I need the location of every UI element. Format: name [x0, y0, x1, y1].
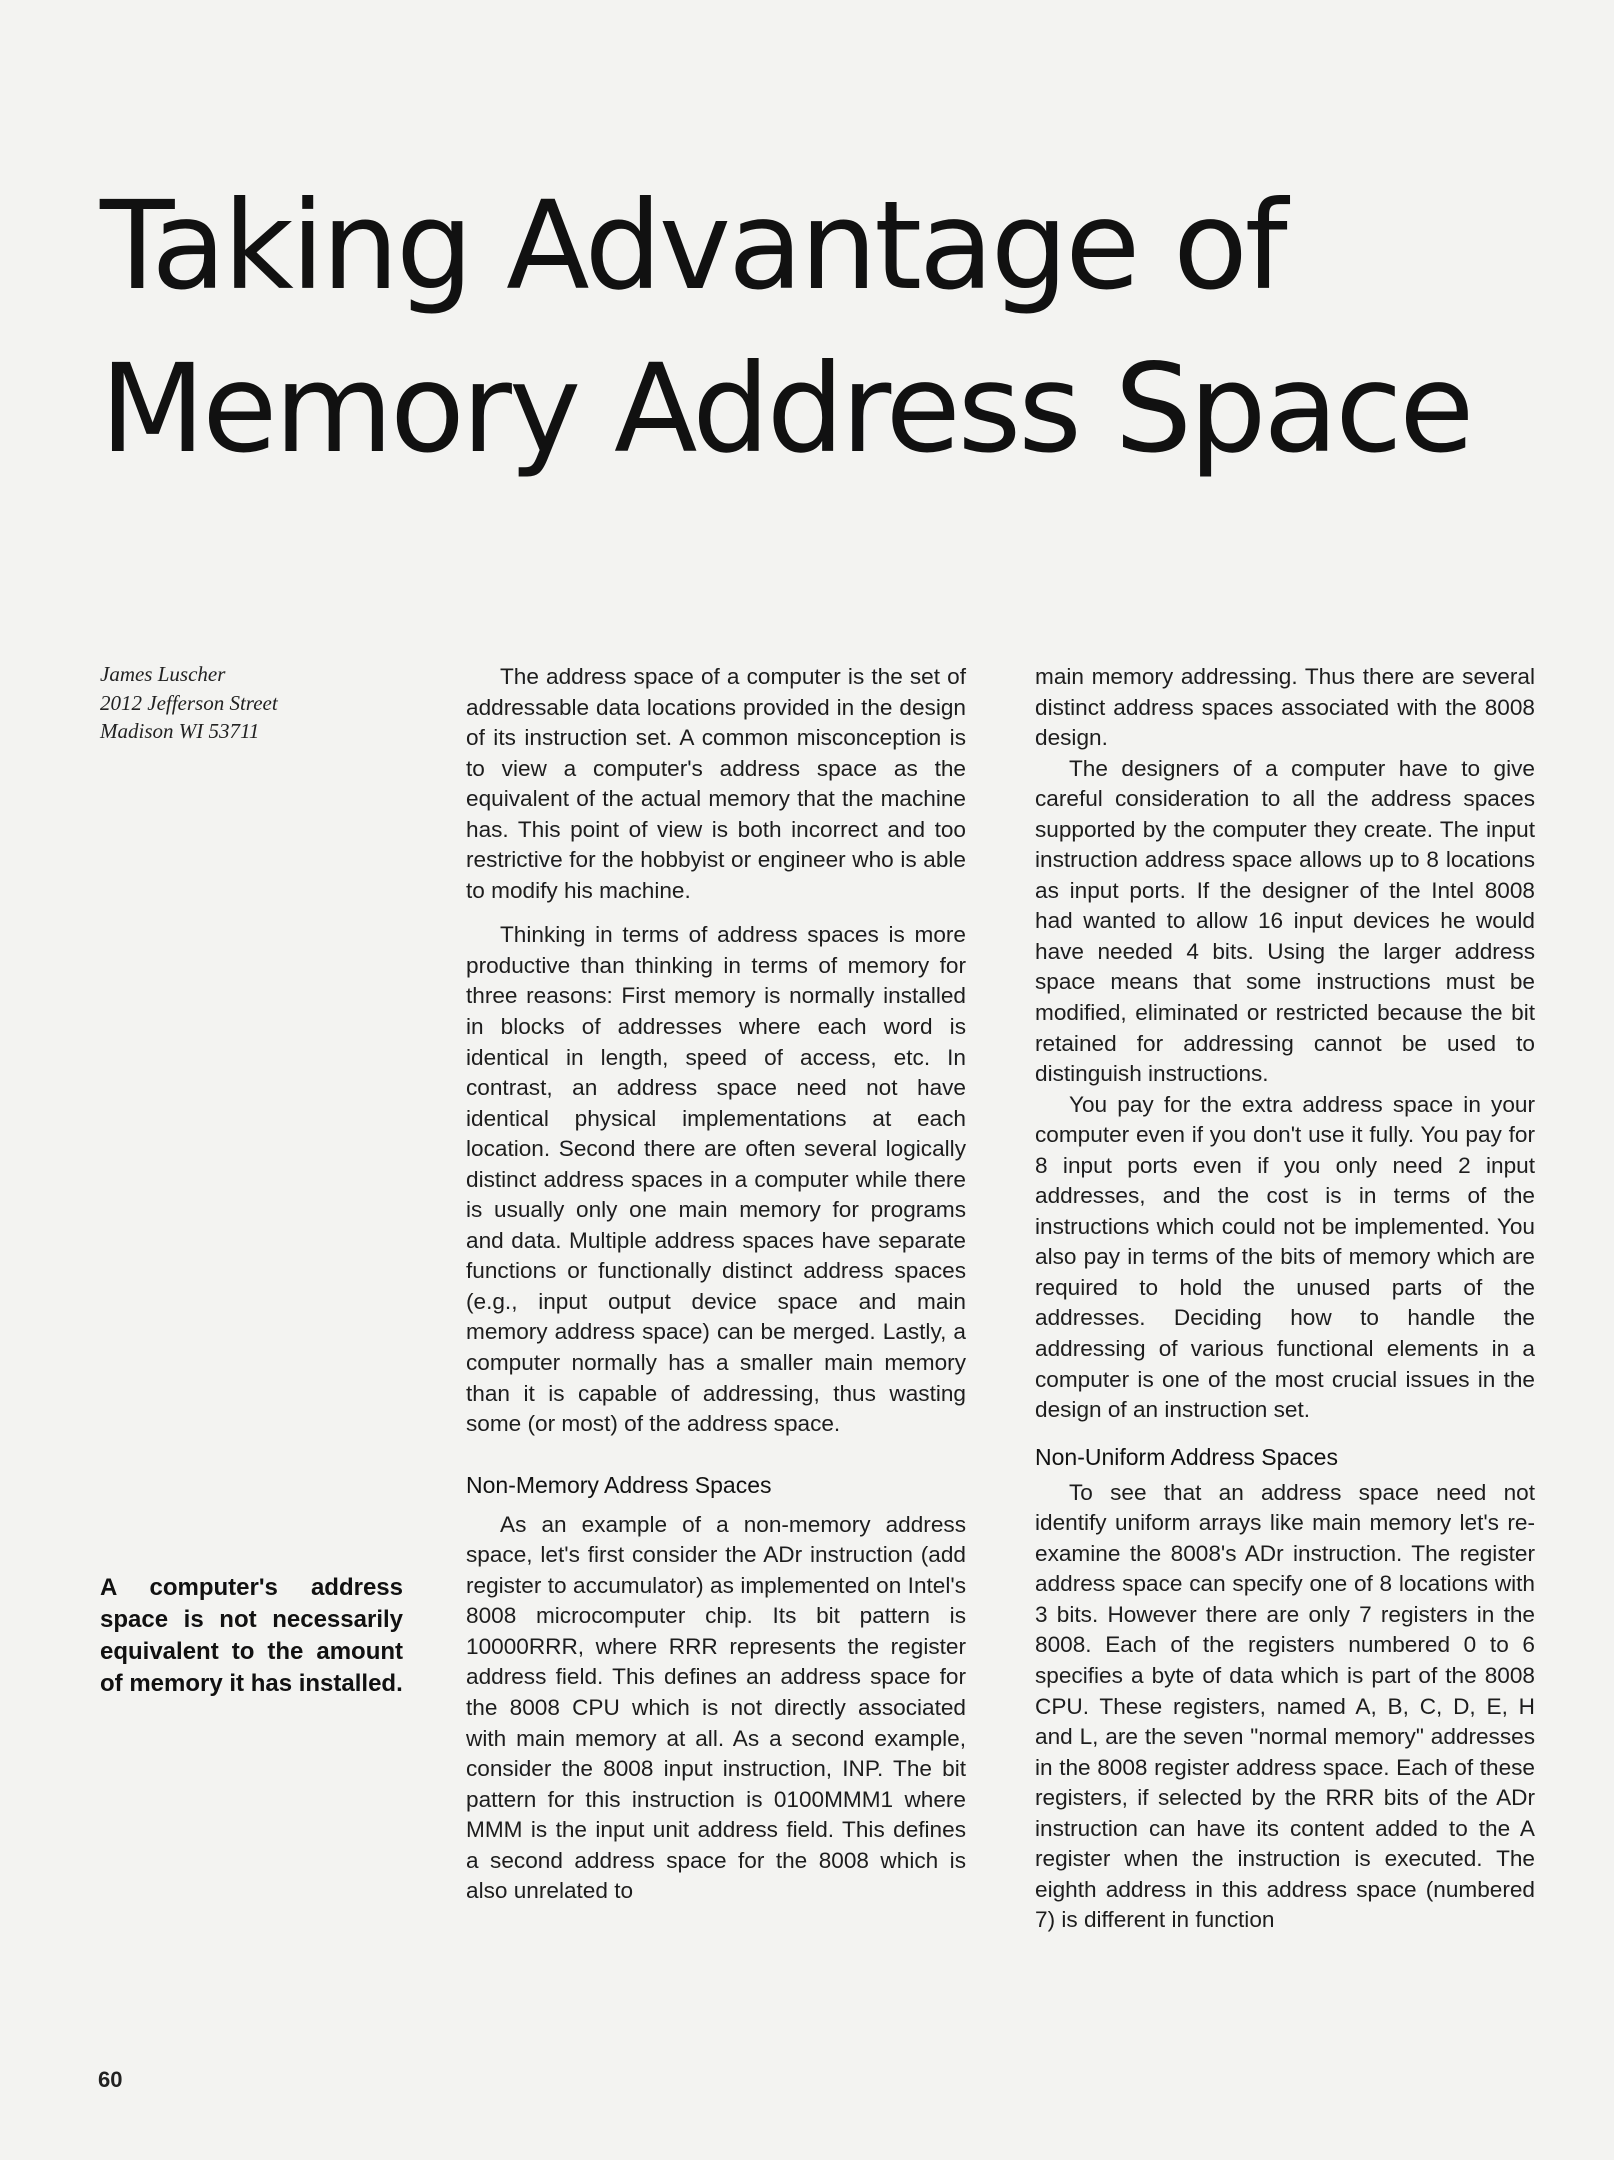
- article-title: [100, 165, 1500, 491]
- right-column: [1035, 662, 1535, 1936]
- body-paragraph: You pay for the extra address space in your computer even if you don't use it fully. You pay for 8 input ports even if you only need 2 input addresses, and the cost is in terms of the instructions which could not be implemented. You also pay in terms of the bits of memory which are required to hold the unused parts of the addresses. Deciding how to handle the addressing of various functional elements in a computer is one of the most crucial issues in the design of an instruction set.: [1035, 1091, 1535, 1423]
- author-street: 2012 Jefferson Street: [100, 690, 278, 715]
- author-city: Madison WI 53711: [100, 719, 260, 743]
- title-line-2: Memory Address Space: [100, 338, 1472, 480]
- middle-column: [466, 662, 966, 1907]
- author-byline: [100, 660, 400, 746]
- body-paragraph: To see that an address space need not identify uniform arrays like main memory let's re-examine the 8008's ADr instruction. The register address space can specify one of 8 locations with 3 bits. However there are only 7 registers in the 8008. Each of the registers numbered 0 to 6 specifies a byte of data which is part of the 8008 CPU. These registers, named A, B, C, D, E, H and L, are the seven "normal memory" addresses in the 8008 register address space. Each of these registers, if selected by the RRR bits of the ADr instruction can have its content added to the A register when the instruction is executed. The eighth address in this address space (numbered 7) is different in function: [1035, 1479, 1535, 1933]
- title-line-1: Taking Advantage of: [100, 175, 1285, 317]
- pull-quote: A computer's address space is not necessarily equivalent to the amount of memory it has installed.: [100, 1574, 403, 1697]
- body-paragraph: Thinking in terms of address spaces is more productive than thinking in terms of memory for three reasons: First memory is normally installed in blocks of addresses where each word is identical in length, speed of access, etc. In contrast, an address space need not have identical physical implementations at each location. Second there are often several logically distinct address spaces in a computer while there is usually only one main memory for programs and data. Multiple address spaces have separate functions or functionally distinct address spaces (e.g., input output device space and main memory address space) can be merged. Lastly, a computer normally has a smaller main memory than it is capable of addressing, thus wasting some (or most) of the address space.: [466, 922, 966, 1437]
- section-heading: Non-Memory Address Spaces: [466, 1471, 772, 1498]
- page-number: 60: [98, 2067, 123, 2092]
- author-name: James Luscher: [100, 662, 226, 686]
- body-paragraph: main memory addressing. Thus there are several distinct address spaces associated with the 8008 design.: [1035, 664, 1535, 751]
- body-paragraph: The designers of a computer have to give careful consideration to all the address spaces supported by the computer they create. The input instruction address space allows up to 8 locations as input ports. If the designer of the Intel 8008 had wanted to allow 16 input devices he would have needed 4 bits. Using the larger address space means that some instructions must be modified, eliminated or restricted because the bit retained for addressing cannot be used to distinguish instructions.: [1035, 755, 1535, 1087]
- body-paragraph: As an example of a non-memory address space, let's first consider the ADr instruction (add register to accumulator) as implemented on Intel's 8008 microcomputer chip. Its bit pattern is 10000RRR, where RRR represents the register address field. This defines an address space for the 8008 CPU which is not directly associated with main memory at all. As a second example, consider the 8008 input instruction, INP. The bit pattern for this instruction is 0100MMM1 where MMM is the input unit address field. This defines a second address space for the 8008 which is also unrelated to: [466, 1511, 966, 1904]
- section-heading: Non-Uniform Address Spaces: [1035, 1443, 1338, 1470]
- body-paragraph: The address space of a computer is the set of addressable data locations provided in the design of its instruction set. A common misconception is to view a computer's address space as the equivalent of the actual memory that the machine has. This point of view is both incorrect and too restrictive for the hobbyist or engineer who is able to modify his machine.: [466, 664, 966, 903]
